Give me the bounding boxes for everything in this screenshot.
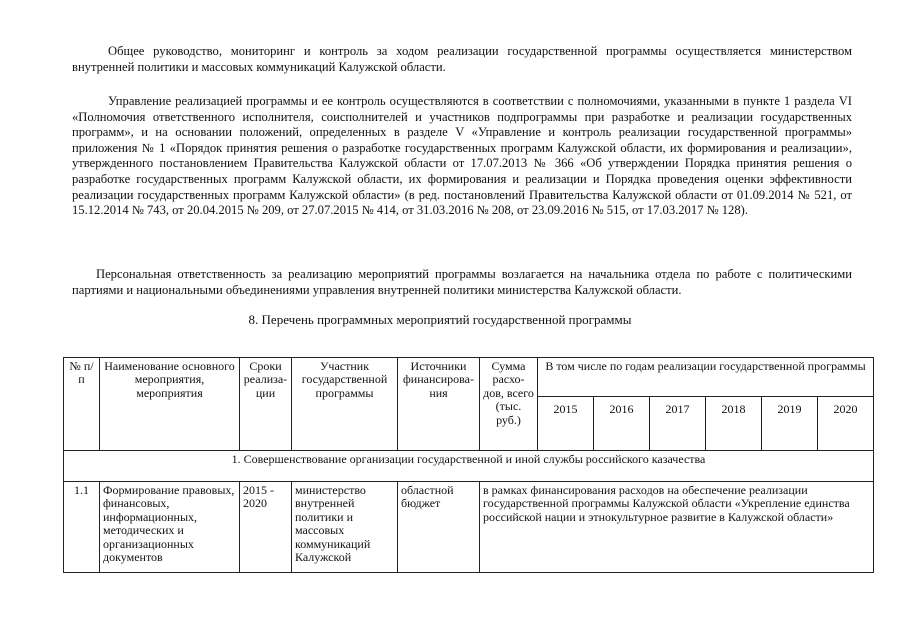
row-financing: в рамках финансирования расходов на обеспечение реализации государственной программы Калужской области «Укрепление единства российской нации и этнокультурное развитие в Калужской области» bbox=[480, 482, 874, 573]
header-participant: Участник государственной программы bbox=[292, 358, 398, 451]
header-sum: Сумма расхо-дов, всего (тыс. руб.) bbox=[480, 358, 538, 451]
row-num: 1.1 bbox=[64, 482, 100, 573]
header-terms: Сроки реализа-ции bbox=[240, 358, 292, 451]
header-name: Наименование основного мероприятия, мероприятия bbox=[100, 358, 240, 451]
header-years-group: В том числе по годам реализации государственной программы bbox=[538, 358, 874, 397]
row-terms: 2015 - 2020 bbox=[240, 482, 292, 573]
row-participant: министерство внутренней политики и массовых коммуникаций Калужской bbox=[292, 482, 398, 573]
section-heading: 8. Перечень программных мероприятий государственной программы bbox=[248, 312, 632, 327]
paragraph-general-management: Общее руководство, мониторинг и контроль за ходом реализации государственной программы осуществляется министерством внутренней политики и массовых коммуникаций Калужской области. bbox=[72, 44, 852, 74]
section-row-title: 1. Совершенствование организации государственной и иной службы российского казачества bbox=[64, 451, 874, 482]
year-2017: 2017 bbox=[650, 397, 706, 451]
table-header-row bbox=[64, 358, 874, 397]
header-sources: Источники финансирова-ния bbox=[398, 358, 480, 451]
row-name: Формирование правовых, финансовых, информационных, методических и организационных документов bbox=[100, 482, 240, 573]
year-2020: 2020 bbox=[818, 397, 874, 451]
paragraph-program-management: Управление реализацией программы и ее контроль осуществляются в соответствии с полномочиями, указанными в пункте 1 раздела VI «Полномочия ответственного исполнителя, соисполнителей и участников подпрограммы при разработке и реализации государственных программ», и на основании положений, определенных в разделе V «Управление и контроль реализации государственной программы» приложения № 1 «Порядок принятия решения о разработке государственных программ Калужской области, их формирования и реализации», утвержденного постановлением Правительства Калужской области от 17.07.2013 № 366 «Об утверждении Порядка принятия решения о разработке государственных программ Калужской области, их формирования и реализации и Порядка проведения оценки эффективности реализации государственных программ Калужской области» (в ред. постановлений Правительства Калужской области от 01.09.2014 № 521, от 15.12.2014 № 743, от 20.04.2015 № 209, от 27.07.2015 № 414, от 31.03.2016 № 208, от 23.09.2016 № 515, от 17.03.2017 № 128). bbox=[72, 94, 852, 218]
paragraph-personal-responsibility: Персональная ответственность за реализацию мероприятий программы возлагается на начальника отдела по работе с политическими партиями и национальными объединениями управления внутренней политики министерства Калужской области. bbox=[72, 267, 852, 297]
row-source: областной бюджет bbox=[398, 482, 480, 573]
year-2019: 2019 bbox=[762, 397, 818, 451]
year-2016: 2016 bbox=[594, 397, 650, 451]
table-row bbox=[64, 482, 874, 573]
program-activities-table bbox=[63, 357, 874, 573]
year-2015: 2015 bbox=[538, 397, 594, 451]
section-row bbox=[64, 451, 874, 482]
year-2018: 2018 bbox=[706, 397, 762, 451]
header-num: № п/п bbox=[64, 358, 100, 451]
